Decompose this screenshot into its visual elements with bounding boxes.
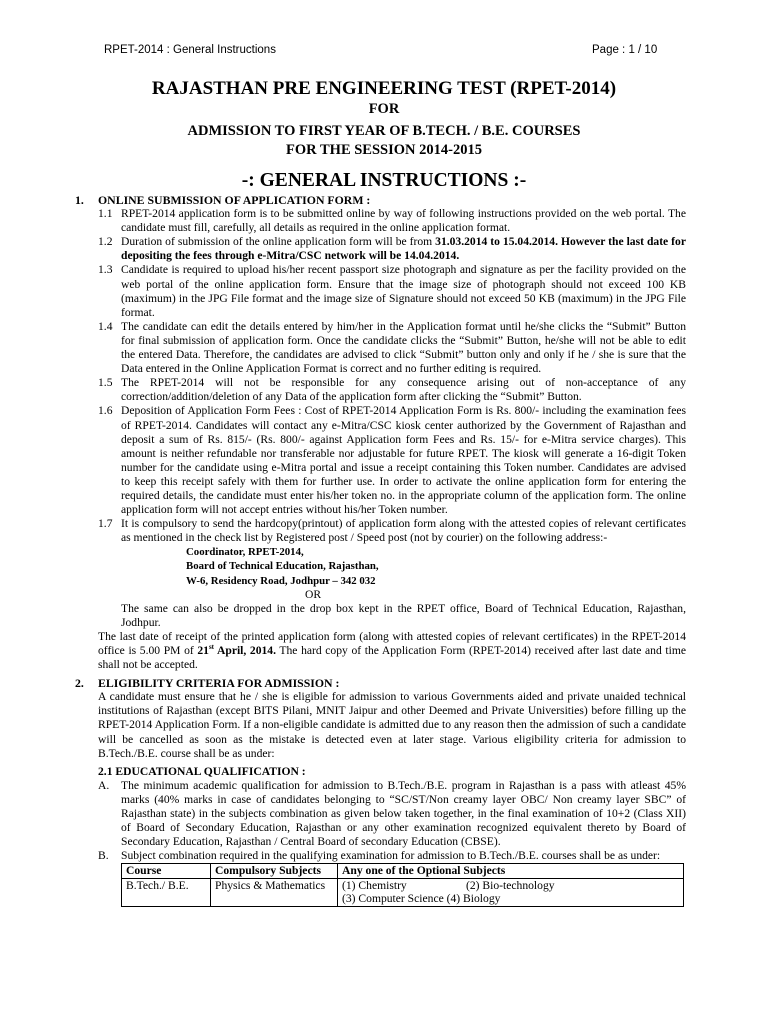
address-line-1: Coordinator, RPET-2014, (186, 546, 304, 559)
main-title: RAJASTHAN PRE ENGINEERING TEST (RPET-2014) (151, 78, 617, 99)
section-1-heading (0, 193, 768, 207)
general-instructions-heading: -: GENERAL INSTRUCTIONS :- (241, 170, 527, 191)
qualification-b (0, 849, 768, 863)
column-header: Course (122, 864, 211, 879)
title-session: FOR THE SESSION 2014-2015 (286, 142, 482, 158)
last-date-text: The last date of receipt of the printed application form (along with attested copies of relevant certificates) in the RPET-2014 office is 5.00 PM of (98, 629, 686, 657)
section-number: 1. (75, 193, 84, 207)
section-number: 2. (75, 676, 84, 691)
last-date-suffix: st (208, 643, 215, 652)
instruction-1-5 (0, 376, 768, 404)
address-line-2: Board of Technical Education, Rajasthan, (186, 560, 379, 573)
instruction-1-4 (0, 320, 768, 376)
or-separator: OR (305, 587, 322, 601)
column-header: Any one of the Optional Subjects (338, 864, 684, 879)
item-number: 1.2 (98, 235, 113, 249)
item-number: 1.5 (98, 376, 113, 390)
column-header: Compulsory Subjects (211, 864, 338, 879)
item-number: 1.1 (98, 207, 113, 221)
section-title: ONLINE SUBMISSION OF APPLICATION FORM : (98, 193, 371, 207)
section-2-heading (0, 676, 768, 690)
eligibility-intro: A candidate must ensure that he / she is eligible for admission to various Governments aided and private unaided technical institutions of Rajasthan (except BITS Pilani, MNIT Jaipur and other Deemed and Private Universities) before filling up the RPET-2014 Application Form. If a non-eligible candidate is admitted due to any reason then the admission of such a candidate will be cancelled as soon as the mistake is detected even at later stage. Various eligibility criteria for admission to B.Tech./B.E. course shall be as under: (98, 690, 686, 760)
optional-cell (338, 878, 684, 906)
page-number: Page : 1 / 10 (592, 44, 658, 56)
last-date-month: April, 2014. (214, 644, 277, 657)
item-text: Subject combination required in the qualifying examination for admission to B.Tech./B.E. courses shall be as under: (121, 849, 661, 863)
dropbox-note: The same can also be dropped in the drop box kept in the RPET office, Board of Technical Education, Rajasthan, Jodhpur. (121, 601, 686, 629)
section-title: ELIGIBILITY CRITERIA FOR ADMISSION : (98, 676, 340, 691)
item-number: 1.6 (98, 404, 113, 418)
item-text: The candidate can edit the details entered by him/her in the Application format until he/she clicks the “Submit” Button for final submission of application form. Once the candidate clicks the “Submit” Button, he/she will not be able to edit the entered Data. Therefore, the candidates are advised to click “Submit” button only and only if he / she is sure that the Data entered in the Online Application Format is correct and no further editing is required. (121, 319, 686, 376)
item-text: The RPET-2014 will not be responsible for any consequence arising out of non-acceptance of any correction/addition/deletion of any Data of the application form after clicking the “Submit” Button. (121, 376, 686, 404)
subject-combination-table (121, 863, 684, 907)
item-text: Deposition of Application Form Fees : Cost of RPET-2014 Application Form is Rs. 800/- including the examination fees of RPET-2014. Candidates will contact any e-Mitra/CSC kiosk center authorized by the Government of Rajasthan and deposit a sum of Rs. 815/- (Rs. 800/- against Application form Fees and Rs. 15/- for e-Mitra service charges). This amount is neither refundable nor transferable nor adjustable for future RPET. The kiosk will generate a 16-digit Token number for the candidate using e-Mitra portal and issue a receipt containing this Token number. Candidates are advised to keep this receipt safely with them for further use. In order to activate the online application form for entering the required details, the candidate must enter his/her token no. in the appropriate column of the application form. The online application form will not accept entries without his/her Token number. (121, 404, 686, 517)
item-text-bold: 31.03.2014 to 15.04.2014. However the last date for depositing the fees through e-Mitra/CSC network will be 14.04.2014. (121, 235, 686, 263)
instruction-1-3 (0, 263, 768, 319)
document-body (0, 193, 768, 907)
table-row (122, 878, 684, 906)
title-for: FOR (368, 101, 400, 117)
address-line-3: W-6, Residency Road, Jodhpur – 342 032 (186, 574, 376, 587)
instruction-1-6 (0, 404, 768, 517)
item-text: The minimum academic qualification for admission to B.Tech./B.E. program in Rajasthan is a pass with atleast 45% marks (40% marks in case of candidates belonging to “SC/ST/Non creamy layer OBC/ Non creamy layer SBC” of Rajasthan state) in the subjects combination as given below taken together, in the final examination of 10+2 (Class XII) of Board of Secondary Education, Rajasthan or any other examination recognized equivalent thereto by Board of Secondary Education, Rajasthan / Central Board of secondary Education (CBSE). (121, 778, 686, 849)
title-admission: ADMISSION TO FIRST YEAR OF B.TECH. / B.E. COURSES (187, 123, 581, 139)
optional-subject: (2) Bio-technology (466, 878, 555, 892)
item-letter: A. (98, 778, 110, 792)
item-number: 1.4 (98, 319, 113, 333)
table-header-row (122, 864, 684, 879)
last-date-note (0, 630, 768, 672)
item-number: 1.7 (98, 517, 113, 531)
item-text: Candidate is required to upload his/her recent passport size photograph and signature as per the facility provided on the web portal of the online application form. Ensure that the image size of photograph should not exceed 100 KB (maximum) in the JPG File format and the image size of Signature should not exceed 50 KB (maximum) in the JPG File format. (121, 263, 686, 319)
last-date-day: 21 (197, 644, 209, 657)
instruction-1-2 (0, 235, 768, 263)
item-text: Duration of submission of the online application form will be from (121, 235, 436, 249)
item-number: 1.3 (98, 263, 113, 277)
item-text: RPET-2014 application form is to be submitted online by way of following instructions provided on the web portal. The candidate must fill, carefully, all details as required in the online application format. (121, 207, 686, 235)
last-date-text-end: The hard copy of the Application Form (RPET-2014) received after last date and time shall not be accepted. (98, 644, 686, 672)
running-header-title: RPET-2014 : General Instructions (104, 44, 276, 56)
optional-subject: (3) Computer Science (342, 892, 444, 906)
instruction-1-7 (0, 517, 768, 545)
qualification-a (0, 779, 768, 849)
course-cell: B.Tech./ B.E. (122, 878, 211, 906)
optional-subject: (4) Biology (446, 892, 501, 906)
item-letter: B. (98, 849, 109, 863)
instruction-1-1 (0, 207, 768, 235)
compulsory-cell: Physics & Mathematics (211, 878, 338, 906)
optional-subject: (1) Chemistry (342, 878, 407, 892)
educational-qualification-heading: 2.1 EDUCATIONAL QUALIFICATION : (98, 764, 306, 778)
item-text: It is compulsory to send the hardcopy(printout) of application form along with the attested copies of relevant certificates as mentioned in the check list by Registered post / Speed post (not by courier) on the following address:- (121, 517, 686, 545)
